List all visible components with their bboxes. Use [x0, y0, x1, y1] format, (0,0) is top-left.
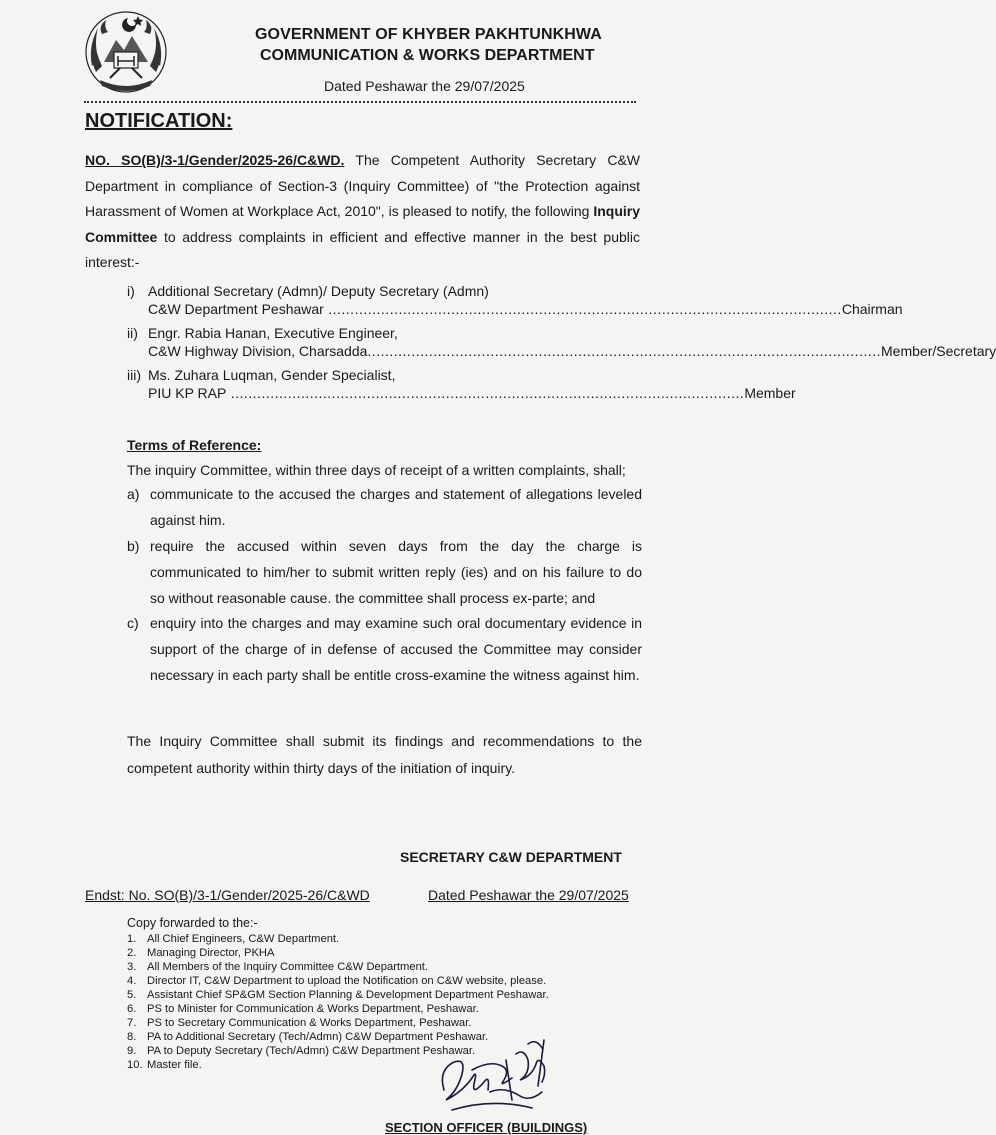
clause-text: communicate to the accused the charges and statement of allegations leveled against him. [150, 486, 642, 528]
committee-number: i) [127, 283, 135, 299]
committee-member-1 [0, 282, 903, 322]
leader-dots: ..................................................................................................................... [323, 301, 842, 317]
committee-line2: C&W Department Peshawar [148, 301, 324, 317]
list-item [127, 988, 549, 1002]
copy-forwarded-header: Copy forwarded to the:- [127, 916, 258, 930]
list-item [127, 946, 549, 960]
clause-label: b) [127, 538, 140, 554]
recipient-text: PS to Secretary Communication & Works Department, Peshawar. [147, 1017, 472, 1029]
list-item [127, 960, 549, 974]
recipient-number: 2. [127, 947, 137, 959]
committee-line2: C&W Highway Division, Charsadda [148, 343, 368, 359]
clause-text: require the accused within seven days from the day the charge is communicated to him/her to submit written reply (ies) and on his failure to do so without reasonable cause. the committee shall process ex-parte; and [150, 538, 642, 606]
recipient-number: 8. [127, 1031, 137, 1043]
recipient-number: 9. [127, 1045, 137, 1057]
reference-number: NO. SO(B)/3-1/Gender/2025-26/C&WD. [85, 152, 345, 168]
leader-dots: ..................................................................................................................... [367, 343, 882, 359]
terms-clause-a [127, 481, 642, 533]
header-date: Dated Peshawar the 29/07/2025 [324, 78, 525, 94]
committee-role: Member [744, 385, 796, 401]
recipient-number: 1. [127, 933, 137, 945]
committee-member-2 [0, 324, 996, 364]
recipient-number: 4. [127, 975, 137, 987]
committee-line1: Additional Secretary (Admn)/ Deputy Secretary (Admn) [148, 283, 489, 299]
endorsement-date: Dated Peshawar the 29/07/2025 [428, 887, 629, 903]
recipient-number: 7. [127, 1017, 137, 1029]
recipient-text: Managing Director, PKHA [147, 947, 275, 959]
department-title: COMMUNICATION & WORKS DEPARTMENT [260, 47, 595, 64]
notification-body [85, 148, 640, 276]
committee-role: Chairman [841, 301, 903, 317]
kpk-government-emblem-icon [80, 6, 172, 98]
recipient-text: Assistant Chief SP&GM Section Planning & Development Department Peshawar. [147, 989, 549, 1001]
signatory-title: SECRETARY C&W DEPARTMENT [400, 849, 622, 865]
committee-number: iii) [127, 367, 141, 383]
committee-line1: Engr. Rabia Hanan, Executive Engineer, [148, 325, 398, 341]
terms-heading: Terms of Reference: [127, 437, 262, 453]
recipient-text: Master file. [147, 1059, 202, 1071]
list-item [127, 1002, 549, 1016]
recipient-text: All Members of the Inquiry Committee C&W Department. [147, 961, 429, 973]
recipient-text: PS to Minister for Communication & Works Department, Peshawar. [147, 1003, 479, 1015]
committee-line2: PIU KP RAP [148, 385, 227, 401]
recipient-number: 10. [127, 1059, 143, 1071]
leader-dots: ..................................................................................................................... [226, 385, 745, 401]
list-item [127, 932, 549, 946]
terms-clause-b [127, 533, 642, 611]
committee-member-3 [0, 366, 796, 406]
committee-role: Member/Secretary [881, 343, 996, 359]
list-item [127, 974, 549, 988]
recipient-number: 5. [127, 989, 137, 1001]
body-text-2: to address complaints in efficient and effective manner in the best public interest:- [85, 228, 640, 270]
government-title: GOVERNMENT OF KHYBER PAKHTUNKHWA [255, 26, 602, 43]
terms-clause-c [127, 610, 642, 688]
committee-line1: Ms. Zuhara Luqman, Gender Specialist, [148, 367, 396, 383]
endorsement-reference: Endst: No. SO(B)/3-1/Gender/2025-26/C&WD [85, 887, 370, 903]
recipient-text: PA to Deputy Secretary (Tech/Admn) C&W Department Peshawar. [147, 1045, 476, 1057]
inquiry-committee-term: Inquiry Committee [85, 203, 640, 245]
clause-label: c) [127, 615, 139, 631]
terms-intro: The inquiry Committee, within three days of receipt of a written complaints, shall; [127, 462, 626, 478]
recipient-text: PA to Additional Secretary (Tech/Admn) C&W Department Peshawar. [147, 1031, 489, 1043]
recipient-text: All Chief Engineers, C&W Department. [147, 933, 340, 945]
committee-number: ii) [127, 325, 138, 341]
list-item [127, 1016, 549, 1030]
header-divider [84, 101, 636, 103]
recipient-number: 3. [127, 961, 137, 973]
body-text-1: The Competent Authority Secretary C&W Department in compliance of Section-3 (Inquiry Committee) of "the Protection against Harassment of Women at Workplace Act, 2010", is pleased to notify, the following [85, 152, 641, 219]
notification-title: NOTIFICATION: [85, 110, 233, 132]
closing-paragraph: The Inquiry Committee shall submit its findings and recommendations to the competent authority within thirty days of the initiation of inquiry. [127, 733, 642, 776]
clause-text: enquiry into the charges and may examine such oral documentary evidence in support of the charge of in defense of accused the Committee may consider necessary in each party shall be entitle cross-examine the witness against him. [150, 615, 642, 683]
section-officer-title: SECTION OFFICER (BUILDINGS) [385, 1120, 588, 1135]
clause-label: a) [127, 486, 140, 502]
recipient-number: 6. [127, 1003, 137, 1015]
recipient-text: Director IT, C&W Department to upload the Notification on C&W website, please. [147, 975, 547, 987]
handwritten-signature [432, 1030, 557, 1125]
